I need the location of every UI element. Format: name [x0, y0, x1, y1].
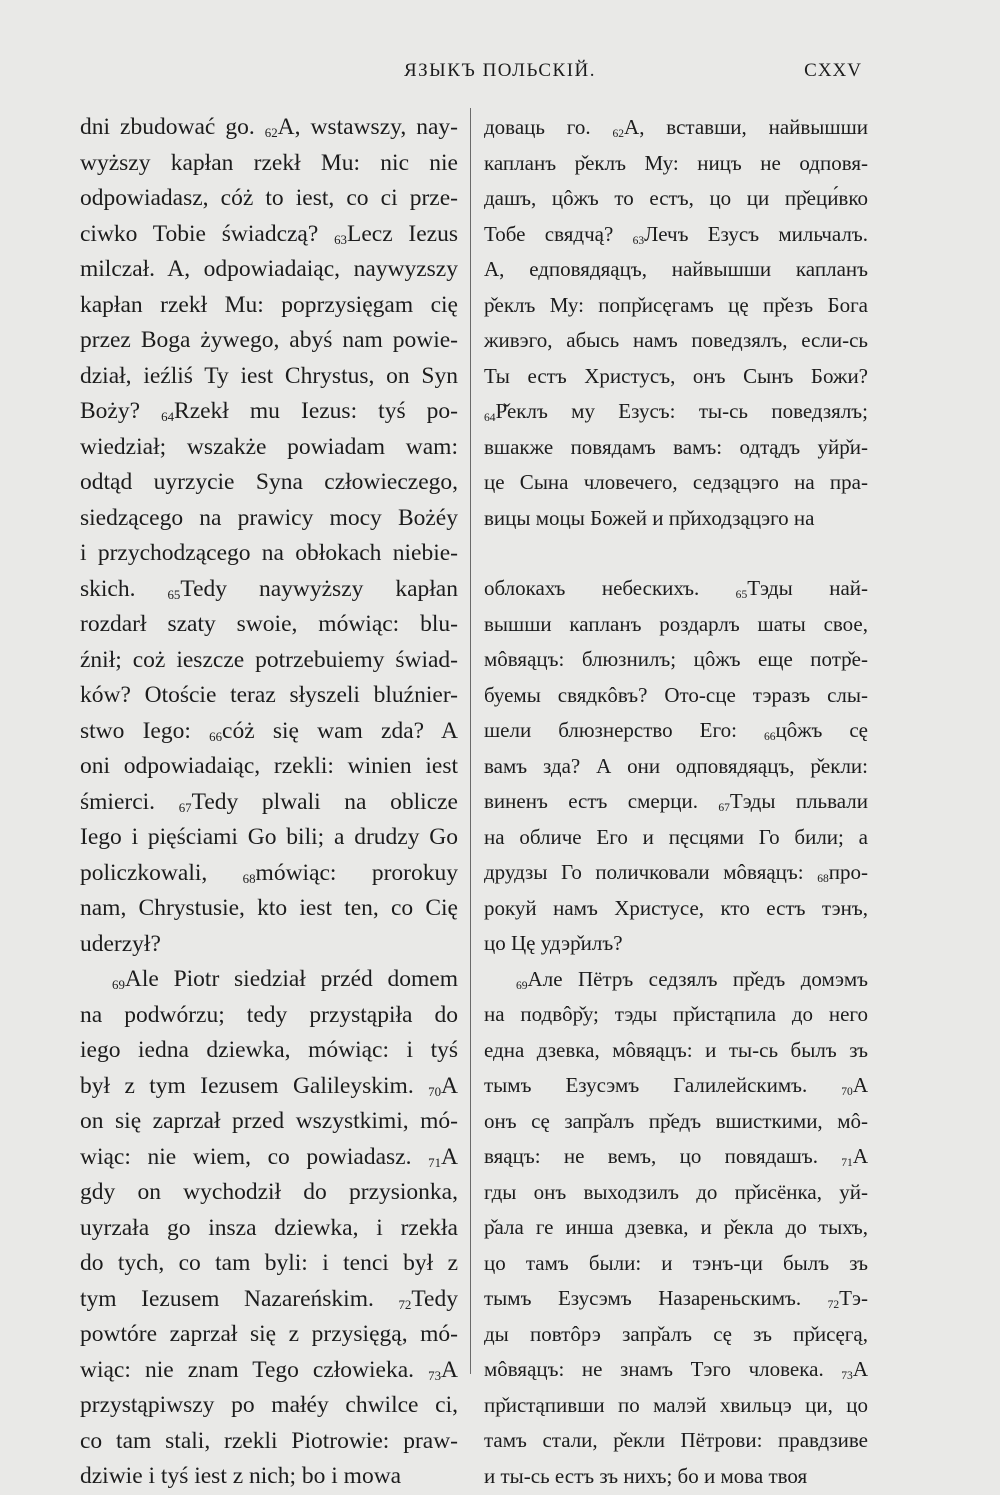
text-line: А, едповядяąцъ, найвышши капланъ [484, 257, 868, 281]
text-line: ды повтôрэ запр̌алъ сę зъ пр̌исęгą, [484, 1321, 868, 1346]
text-line: odpowiadasz, cóż to iest, co ci prze- [80, 185, 458, 211]
text-line: на подвôр̌у; тэды пр̌истąпила до него [484, 1002, 868, 1026]
text-line: wiedział; wszakże powiadam wam: [80, 433, 458, 460]
cyrillic-text-column [484, 110, 868, 1494]
text-line: цо Цę удэр̌илъ? [484, 931, 623, 955]
text-line: тымъ Езусэмъ Галилейскимъ. $_{70}$А [484, 1073, 868, 1098]
text-line: milczał. A, odpowiadaiąc, naywyzszy [80, 256, 458, 282]
text-line: gdy on wychodził do przysionka, [80, 1179, 458, 1205]
text-line: живэго, абысь намъ поведзялъ, если-сь [484, 328, 868, 352]
text-line: był z tym Iezusem Galileyskim. $_{70}$A [80, 1072, 458, 1099]
text-line: dziwie i tyś iest z nich; bo i mowa [80, 1463, 402, 1489]
text-line: dział, ieźliś Ty iest Chrystus, on Syn [80, 362, 458, 389]
text-line: dni zbudować go. $_{62}$A, wstawszy, nay- [80, 114, 459, 141]
text-line: Iego i pięściami Go bili; a drudzy Go [80, 824, 458, 850]
text-line: stwo Iego: $_{66}$cóż się wam zda? A [80, 717, 458, 744]
text-line: $_{64}$Р̌еклъ му Езусъ: ты-сь поведзялъ; [484, 399, 868, 424]
text-line: цо тамъ были: и тэнъ-ци былъ зъ [484, 1250, 868, 1275]
text-line: ciwko Tobie świadczą? $_{63}$Lecz Iezus [80, 220, 458, 247]
text-line: дашъ, цôжъ то естъ, цо ци пр̌еци́вко [484, 186, 868, 210]
text-line: przez Boga żywego, abyś nam powie- [80, 327, 458, 353]
text-line: uderzył? [80, 930, 161, 957]
text-line: вамъ зда? А они одповядяąцъ, р̌екли: [484, 753, 868, 778]
text-line: ków? Otoście teraz słyszeli bluźnier- [80, 682, 458, 708]
text-line: доваць го. $_{62}$А, вставши, найвышши [484, 115, 868, 140]
text-line: це Сына чловечего, седзąцэго на пра- [484, 470, 868, 494]
text-line: uyrzała go insza dziewka, i rzekła [80, 1214, 458, 1241]
text-line: облокахъ небескихъ. $_{65}$Тэды най- [484, 576, 868, 601]
text-line: мôвяąцъ: не знамъ Тэго чловека. $_{73}$А [484, 1357, 868, 1382]
text-line: пр̌истąпивши по малэй хвильцэ ци, цо [484, 1392, 868, 1417]
text-line: kapłan rzekł Mu: poprzysięgam cię [80, 291, 458, 318]
text-line: wyższy kapłan rzekł Mu: nic nie [80, 149, 458, 176]
text-line: вяąцъ: не вемъ, цо повядашъ. $_{71}$А [484, 1144, 868, 1169]
text-line: policzkowali, $_{68}$mówiąc: prorokuy [80, 859, 458, 886]
text-line: rozdarł szaty swoie, mówiąc: blu- [80, 611, 458, 637]
page-number: CXXV [804, 60, 862, 81]
text-line: виненъ естъ смерци. $_{67}$Тэды пльвали [484, 789, 868, 814]
text-line: Ты естъ Христусъ, онъ Сынъ Божи? [484, 363, 868, 388]
text-line: друдзы Го поличковали мôвяąцъ: $_{68}$про- [484, 860, 868, 885]
text-line: тамъ стали, р̌екли Пётрови: правдзиве [484, 1428, 868, 1452]
running-title: ЯЗЫКЪ ПОЛЬСКІЙ. [403, 60, 597, 81]
text-line: вицы моцы Божей и пр̌иходзąцэго на [484, 505, 815, 530]
text-line: skich. $_{65}$Tedy naywyższy kapłan [80, 575, 458, 602]
text-line: шели блюзнерство Его: $_{66}$цôжъ сę [484, 718, 868, 743]
text-line: една дзевка, мôвяąцъ: и ты-сь былъ зъ [484, 1037, 868, 1062]
text-line: буемы свядкôвъ? Ото-сце тэразъ слы- [484, 682, 868, 707]
text-line: na podwórzu; tedy przystąpiła do [80, 1001, 458, 1028]
text-line: капланъ р̌еклъ Му: ницъ не одповя- [484, 150, 868, 175]
text-line: on się zaprzał przed wszystkimi, mó- [80, 1108, 458, 1134]
text-line: wiąc: nie znam Tego człowieka. $_{73}$A [80, 1356, 458, 1383]
text-line: вышши капланъ роздарлъ шаты свое, [484, 611, 868, 636]
text-line: do tych, co tam byli: i tenci był z [80, 1250, 458, 1276]
text-line: tym Iezusem Nazareńskim. $_{72}$Tedy [80, 1285, 458, 1312]
text-line: wiąc: nie wiem, co powiadasz. $_{71}$A [80, 1143, 458, 1170]
text-line: $_{69}$Ale Piotr siedział przéd domem [112, 966, 458, 993]
text-line: oni odpowiadaiąc, rzekli: winien iest [80, 753, 458, 779]
text-line: и ты-сь естъ зъ нихъ; бо и мова твоя [484, 1463, 808, 1488]
text-line: р̌еклъ Му: попр̌исęгамъ цę пр̌езъ Бога [484, 292, 868, 317]
text-line: iego iedna dziewka, mówiąc: i tyś [80, 1037, 458, 1063]
text-line: на обличе Его и пęсцями Го били; а [484, 824, 868, 849]
text-line: śmierci. $_{67}$Tedy plwali na oblicze [80, 788, 458, 815]
polish-text-column [80, 110, 458, 1495]
text-line: i przychodzącego na obłokach niebie- [80, 540, 458, 566]
text-line: przystąpiwszy po małéy chwilce ci, [80, 1392, 458, 1418]
text-line: Тобе свядчą? $_{63}$Лечъ Езусъ мильчалъ. [484, 221, 868, 247]
text-line: р̌ала ге инша дзевка, и р̌екла до тыхъ, [484, 1215, 868, 1239]
text-line: рокуй намъ Христусе, кто естъ тэнъ, [484, 895, 868, 920]
text-line: $_{69}$Але Пётръ седзялъ пр̌едъ домэмъ [516, 966, 868, 992]
text-line: Boży? $_{64}$Rzekł mu Iezus: tyś po- [80, 398, 458, 425]
text-line: мôвяąцъ: блюзнилъ; цôжъ еще потр̌е- [484, 647, 868, 671]
text-line: odtąd uyrzycie Syna człowieczego, [80, 469, 458, 495]
text-line: nam, Chrystusie, kto iest ten, co Cię [80, 895, 458, 921]
column-divider [470, 108, 471, 1374]
text-line: źnił; coż ieszcze potrzebuiemy świad- [80, 646, 458, 673]
running-head [0, 60, 1000, 86]
text-line: powtóre zaprzał się z przysięgą, mó- [80, 1321, 458, 1347]
text-line: онъ сę запр̌алъ пр̌едъ вшисткими, мô- [484, 1108, 868, 1133]
text-line: вшакже повядамъ вамъ: одтąдъ уйр̌и- [484, 434, 868, 459]
text-line: co tam stali, rzekli Piotrowie: praw- [80, 1427, 458, 1454]
text-line: тымъ Езусэмъ Назареньскимъ. $_{72}$Тэ- [484, 1286, 868, 1311]
text-line: гды онъ выходзилъ до пр̌исёнка, уй- [484, 1179, 868, 1204]
text-line: siedzącego na prawicy mocy Bożéy [80, 504, 458, 531]
